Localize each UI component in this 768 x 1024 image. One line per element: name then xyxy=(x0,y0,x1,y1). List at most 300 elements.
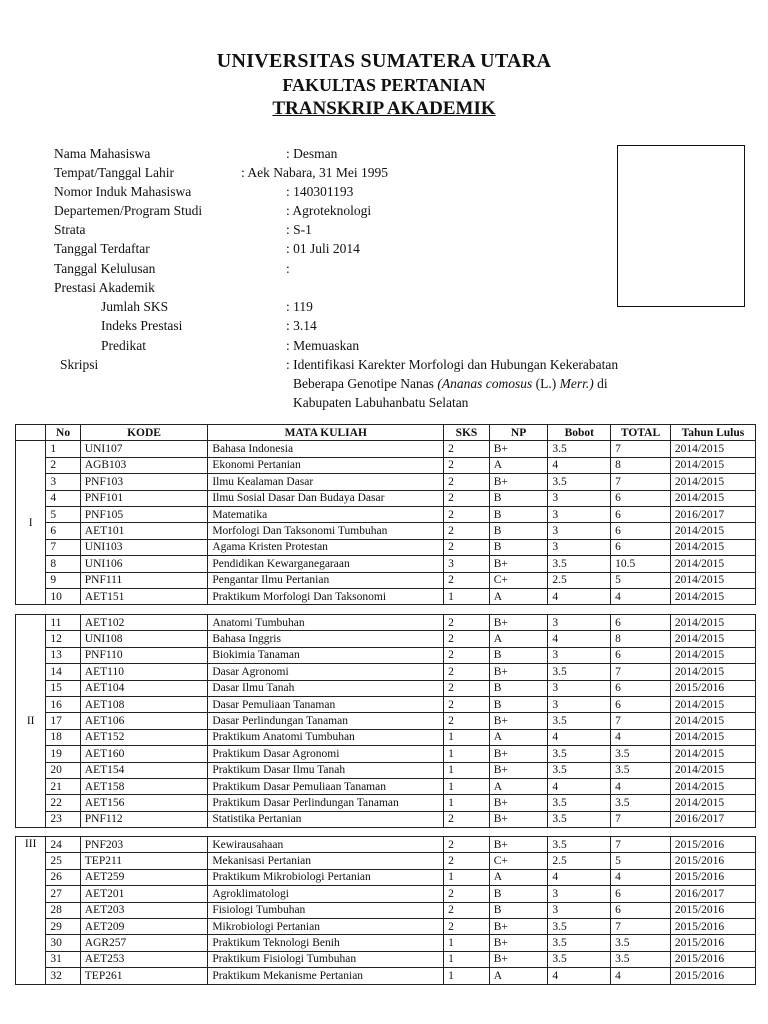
cell-tahun-lulus: 2014/2015 xyxy=(670,746,755,762)
cell-tahun-lulus: 2015/2016 xyxy=(670,918,755,934)
cell-bobot: 3.5 xyxy=(548,762,611,778)
cell-total: 5 xyxy=(611,853,671,869)
cell-tahun-lulus: 2015/2016 xyxy=(670,935,755,951)
table-row xyxy=(16,631,756,647)
cell-bobot: 3 xyxy=(548,506,611,522)
cell-bobot: 3.5 xyxy=(548,441,611,457)
cell-mata-kuliah: Praktikum Mikrobiologi Pertanian xyxy=(208,869,444,885)
cell-tahun-lulus: 2014/2015 xyxy=(670,539,755,555)
cell-mata-kuliah: Praktikum Dasar Ilmu Tanah xyxy=(208,762,444,778)
table-row xyxy=(16,506,756,522)
table-row xyxy=(16,746,756,762)
cell-no: 31 xyxy=(46,951,80,967)
cell-np: B+ xyxy=(489,811,548,827)
cell-kode: PNF111 xyxy=(80,572,208,588)
cell-bobot: 4 xyxy=(548,457,611,473)
faculty-name: FAKULTAS PERTANIAN xyxy=(282,75,486,95)
cell-sks: 2 xyxy=(444,811,490,827)
cell-kode: AET259 xyxy=(80,869,208,885)
cell-total: 5 xyxy=(611,572,671,588)
cell-bobot: 3.5 xyxy=(548,713,611,729)
cell-total: 8 xyxy=(611,457,671,473)
cell-mata-kuliah: Praktikum Morfologi Dan Taksonomi xyxy=(208,588,444,604)
cell-tahun-lulus: 2014/2015 xyxy=(670,474,755,490)
cell-kode: AET253 xyxy=(80,951,208,967)
cell-sks: 2 xyxy=(444,441,490,457)
predicate-value: : Memuaskan xyxy=(286,338,360,353)
cell-bobot: 3.5 xyxy=(548,918,611,934)
cell-sks: 2 xyxy=(444,474,490,490)
cell-np: B xyxy=(489,647,548,663)
cell-mata-kuliah: Bahasa Indonesia xyxy=(208,441,444,457)
cell-np: B xyxy=(489,539,548,555)
cell-mata-kuliah: Praktikum Dasar Pemuliaan Tanaman xyxy=(208,778,444,794)
cell-kode: AET209 xyxy=(80,918,208,934)
cell-tahun-lulus: 2014/2015 xyxy=(670,441,755,457)
cell-np: A xyxy=(489,729,548,745)
cell-kode: TEP211 xyxy=(80,853,208,869)
cell-mata-kuliah: Mikrobiologi Pertanian xyxy=(208,918,444,934)
cell-no: 24 xyxy=(46,837,80,853)
cell-kode: UNI108 xyxy=(80,631,208,647)
cell-mata-kuliah: Praktikum Mekanisme Pertanian xyxy=(208,968,444,984)
cell-bobot: 3.5 xyxy=(548,951,611,967)
semester-3-table xyxy=(15,836,756,985)
cell-np: B+ xyxy=(489,951,548,967)
cell-tahun-lulus: 2015/2016 xyxy=(670,951,755,967)
cell-total: 6 xyxy=(611,680,671,696)
cell-total: 6 xyxy=(611,902,671,918)
cell-bobot: 4 xyxy=(548,968,611,984)
program-value: : Agroteknologi xyxy=(286,203,372,218)
cell-tahun-lulus: 2014/2015 xyxy=(670,457,755,473)
sks-value: : 119 xyxy=(286,299,313,314)
table-row xyxy=(16,968,756,984)
cell-bobot: 3.5 xyxy=(548,556,611,572)
cell-np: B+ xyxy=(489,762,548,778)
cell-bobot: 3.5 xyxy=(548,811,611,827)
cell-kode: PNF105 xyxy=(80,506,208,522)
cell-kode: AET156 xyxy=(80,795,208,811)
cell-kode: AET104 xyxy=(80,680,208,696)
graduation-value: : xyxy=(286,261,290,276)
cell-np: A xyxy=(489,968,548,984)
cell-bobot: 3 xyxy=(548,539,611,555)
cell-mata-kuliah: Ilmu Sosial Dasar Dan Budaya Dasar xyxy=(208,490,444,506)
cell-total: 7 xyxy=(611,918,671,934)
cell-kode: AET110 xyxy=(80,664,208,680)
table-row xyxy=(16,729,756,745)
cell-no: 23 xyxy=(46,811,80,827)
cell-no: 16 xyxy=(46,696,80,712)
table-row xyxy=(16,837,756,853)
cell-no: 22 xyxy=(46,795,80,811)
table-header xyxy=(16,425,756,441)
cell-np: B xyxy=(489,523,548,539)
cell-total: 3.5 xyxy=(611,762,671,778)
cell-tahun-lulus: 2015/2016 xyxy=(670,853,755,869)
cell-mata-kuliah: Fisiologi Tumbuhan xyxy=(208,902,444,918)
cell-bobot: 3 xyxy=(548,647,611,663)
cell-sks: 2 xyxy=(444,902,490,918)
cell-total: 10.5 xyxy=(611,556,671,572)
cell-sks: 1 xyxy=(444,795,490,811)
cell-np: A xyxy=(489,457,548,473)
table-row xyxy=(16,713,756,729)
cell-no: 5 xyxy=(46,506,80,522)
cell-sks: 2 xyxy=(444,615,490,631)
cell-tahun-lulus: 2014/2015 xyxy=(670,490,755,506)
semester-label: II xyxy=(16,615,46,828)
cell-kode: AET160 xyxy=(80,746,208,762)
cell-kode: UNI103 xyxy=(80,539,208,555)
cell-tahun-lulus: 2014/2015 xyxy=(670,778,755,794)
cell-tahun-lulus: 2014/2015 xyxy=(670,647,755,663)
sks-label: Jumlah SKS xyxy=(101,299,169,314)
cell-no: 4 xyxy=(46,490,80,506)
cell-total: 6 xyxy=(611,539,671,555)
cell-tahun-lulus: 2014/2015 xyxy=(670,664,755,680)
cell-no: 2 xyxy=(46,457,80,473)
cell-np: B+ xyxy=(489,746,548,762)
cell-kode: AGB103 xyxy=(80,457,208,473)
thesis-line-1: : Identifikasi Karekter Morfologi dan Hubungan Kekerabatan xyxy=(286,357,619,372)
cell-tahun-lulus: 2014/2015 xyxy=(670,572,755,588)
cell-total: 7 xyxy=(611,713,671,729)
cell-tahun-lulus: 2015/2016 xyxy=(670,837,755,853)
cell-tahun-lulus: 2014/2015 xyxy=(670,556,755,572)
table-row xyxy=(16,490,756,506)
cell-mata-kuliah: Dasar Perlindungan Tanaman xyxy=(208,713,444,729)
table-row xyxy=(16,680,756,696)
cell-kode: UNI106 xyxy=(80,556,208,572)
cell-sks: 2 xyxy=(444,490,490,506)
cell-bobot: 4 xyxy=(548,869,611,885)
cell-no: 12 xyxy=(46,631,80,647)
cell-sks: 2 xyxy=(444,664,490,680)
table-row xyxy=(16,869,756,885)
cell-total: 6 xyxy=(611,506,671,522)
cell-mata-kuliah: Statistika Pertanian xyxy=(208,811,444,827)
cell-np: B+ xyxy=(489,795,548,811)
cell-sks: 1 xyxy=(444,935,490,951)
cell-np: C+ xyxy=(489,572,548,588)
semester-label: I xyxy=(16,441,46,605)
cell-total: 4 xyxy=(611,729,671,745)
cell-bobot: 3.5 xyxy=(548,837,611,853)
program-label: Departemen/Program Studi xyxy=(54,203,203,218)
cell-tahun-lulus: 2016/2017 xyxy=(670,506,755,522)
cell-sks: 1 xyxy=(444,762,490,778)
cell-total: 4 xyxy=(611,588,671,604)
table-row xyxy=(16,886,756,902)
cell-tahun-lulus: 2015/2016 xyxy=(670,680,755,696)
cell-no: 6 xyxy=(46,523,80,539)
cell-kode: PNF103 xyxy=(80,474,208,490)
cell-np: A xyxy=(489,778,548,794)
cell-kode: PNF112 xyxy=(80,811,208,827)
table-row xyxy=(16,572,756,588)
graduation-label: Tanggal Kelulusan xyxy=(54,261,156,276)
cell-sks: 2 xyxy=(444,572,490,588)
cell-tahun-lulus: 2015/2016 xyxy=(670,902,755,918)
header-mata-kuliah: MATA KULIAH xyxy=(208,425,444,441)
cell-kode: AET158 xyxy=(80,778,208,794)
cell-bobot: 3 xyxy=(548,523,611,539)
cell-bobot: 3.5 xyxy=(548,474,611,490)
table-row xyxy=(16,441,756,457)
cell-sks: 2 xyxy=(444,523,490,539)
cell-np: B+ xyxy=(489,935,548,951)
document-title: TRANSKRIP AKADEMIK xyxy=(272,98,496,119)
cell-bobot: 4 xyxy=(548,729,611,745)
cell-mata-kuliah: Matematika xyxy=(208,506,444,522)
cell-total: 4 xyxy=(611,869,671,885)
cell-sks: 2 xyxy=(444,647,490,663)
cell-mata-kuliah: Kewirausahaan xyxy=(208,837,444,853)
cell-total: 6 xyxy=(611,615,671,631)
cell-no: 29 xyxy=(46,918,80,934)
cell-mata-kuliah: Agroklimatologi xyxy=(208,886,444,902)
cell-no: 3 xyxy=(46,474,80,490)
cell-no: 15 xyxy=(46,680,80,696)
cell-np: B xyxy=(489,696,548,712)
table-row xyxy=(16,918,756,934)
cell-bobot: 3 xyxy=(548,615,611,631)
cell-mata-kuliah: Ekonomi Pertanian xyxy=(208,457,444,473)
cell-np: B+ xyxy=(489,664,548,680)
cell-sks: 2 xyxy=(444,539,490,555)
cell-mata-kuliah: Praktikum Teknologi Benih xyxy=(208,935,444,951)
cell-np: B+ xyxy=(489,837,548,853)
cell-total: 6 xyxy=(611,647,671,663)
cell-sks: 1 xyxy=(444,968,490,984)
cell-tahun-lulus: 2016/2017 xyxy=(670,811,755,827)
cell-kode: AET154 xyxy=(80,762,208,778)
cell-total: 8 xyxy=(611,631,671,647)
cell-np: B xyxy=(489,490,548,506)
cell-total: 7 xyxy=(611,837,671,853)
cell-np: B xyxy=(489,886,548,902)
cell-sks: 2 xyxy=(444,631,490,647)
cell-tahun-lulus: 2014/2015 xyxy=(670,795,755,811)
cell-bobot: 2.5 xyxy=(548,853,611,869)
cell-bobot: 3.5 xyxy=(548,746,611,762)
thesis-line-2: Beberapa Genotipe Nanas (Ananas comosus (L.) Merr.) di xyxy=(293,376,608,391)
table-row xyxy=(16,615,756,631)
cell-tahun-lulus: 2014/2015 xyxy=(670,523,755,539)
cell-tahun-lulus: 2014/2015 xyxy=(670,615,755,631)
gpa-label: Indeks Prestasi xyxy=(101,318,183,333)
cell-np: C+ xyxy=(489,853,548,869)
cell-sks: 1 xyxy=(444,951,490,967)
thesis-line-3: Kabupaten Labuhanbatu Selatan xyxy=(293,395,469,410)
cell-total: 6 xyxy=(611,886,671,902)
table-row xyxy=(16,696,756,712)
cell-no: 18 xyxy=(46,729,80,745)
header-no: No xyxy=(46,425,80,441)
cell-mata-kuliah: Mekanisasi Pertanian xyxy=(208,853,444,869)
header-sks: SKS xyxy=(444,425,490,441)
name-value: : Desman xyxy=(286,146,338,161)
cell-no: 26 xyxy=(46,869,80,885)
cell-np: B+ xyxy=(489,713,548,729)
cell-kode: AET101 xyxy=(80,523,208,539)
cell-mata-kuliah: Praktikum Anatomi Tumbuhan xyxy=(208,729,444,745)
semester-label: III xyxy=(16,837,46,985)
cell-no: 13 xyxy=(46,647,80,663)
cell-tahun-lulus: 2015/2016 xyxy=(670,968,755,984)
cell-sks: 2 xyxy=(444,853,490,869)
cell-bobot: 4 xyxy=(548,588,611,604)
cell-sks: 1 xyxy=(444,746,490,762)
table-row xyxy=(16,523,756,539)
cell-total: 4 xyxy=(611,778,671,794)
cell-kode: AET108 xyxy=(80,696,208,712)
table-row xyxy=(16,902,756,918)
cell-total: 3.5 xyxy=(611,951,671,967)
thesis-label: Skripsi xyxy=(60,357,99,372)
cell-total: 6 xyxy=(611,523,671,539)
header-bobot: Bobot xyxy=(548,425,611,441)
cell-tahun-lulus: 2014/2015 xyxy=(670,588,755,604)
cell-tahun-lulus: 2016/2017 xyxy=(670,886,755,902)
cell-bobot: 2.5 xyxy=(548,572,611,588)
cell-mata-kuliah: Bahasa Inggris xyxy=(208,631,444,647)
table-row xyxy=(16,539,756,555)
table-row xyxy=(16,853,756,869)
cell-bobot: 3 xyxy=(548,490,611,506)
table-row xyxy=(16,762,756,778)
nim-label: Nomor Induk Mahasiswa xyxy=(54,184,192,199)
cell-np: A xyxy=(489,588,548,604)
cell-np: A xyxy=(489,631,548,647)
registered-label: Tanggal Terdaftar xyxy=(54,241,150,256)
cell-no: 30 xyxy=(46,935,80,951)
cell-no: 27 xyxy=(46,886,80,902)
cell-kode: TEP261 xyxy=(80,968,208,984)
cell-bobot: 4 xyxy=(548,778,611,794)
cell-mata-kuliah: Ilmu Kealaman Dasar xyxy=(208,474,444,490)
cell-sks: 1 xyxy=(444,588,490,604)
cell-mata-kuliah: Biokimia Tanaman xyxy=(208,647,444,663)
gpa-value: : 3.14 xyxy=(286,318,317,333)
cell-no: 7 xyxy=(46,539,80,555)
header-np: NP xyxy=(489,425,548,441)
table-row xyxy=(16,664,756,680)
cell-np: B xyxy=(489,506,548,522)
cell-bobot: 3 xyxy=(548,696,611,712)
cell-total: 6 xyxy=(611,490,671,506)
cell-no: 28 xyxy=(46,902,80,918)
cell-total: 7 xyxy=(611,474,671,490)
table-row xyxy=(16,795,756,811)
cell-tahun-lulus: 2014/2015 xyxy=(670,762,755,778)
cell-no: 20 xyxy=(46,762,80,778)
cell-sks: 2 xyxy=(444,713,490,729)
header-tahun-lulus: Tahun Lulus xyxy=(670,425,755,441)
cell-np: B+ xyxy=(489,441,548,457)
cell-mata-kuliah: Dasar Agronomi xyxy=(208,664,444,680)
cell-no: 21 xyxy=(46,778,80,794)
cell-kode: AET203 xyxy=(80,902,208,918)
cell-kode: UNI107 xyxy=(80,441,208,457)
university-name: UNIVERSITAS SUMATERA UTARA xyxy=(216,50,552,72)
cell-bobot: 3.5 xyxy=(548,664,611,680)
table-row xyxy=(16,588,756,604)
cell-mata-kuliah: Praktikum Dasar Perlindungan Tanaman xyxy=(208,795,444,811)
cell-kode: AET102 xyxy=(80,615,208,631)
cell-mata-kuliah: Dasar Ilmu Tanah xyxy=(208,680,444,696)
predicate-label: Predikat xyxy=(101,338,146,353)
table-row xyxy=(16,457,756,473)
cell-mata-kuliah: Anatomi Tumbuhan xyxy=(208,615,444,631)
strata-label: Strata xyxy=(54,222,86,237)
cell-mata-kuliah: Dasar Pemuliaan Tanaman xyxy=(208,696,444,712)
cell-np: B xyxy=(489,680,548,696)
cell-no: 9 xyxy=(46,572,80,588)
cell-no: 14 xyxy=(46,664,80,680)
table-row xyxy=(16,647,756,663)
cell-total: 7 xyxy=(611,811,671,827)
cell-sks: 2 xyxy=(444,918,490,934)
cell-sks: 1 xyxy=(444,778,490,794)
cell-total: 7 xyxy=(611,441,671,457)
cell-mata-kuliah: Praktikum Dasar Agronomi xyxy=(208,746,444,762)
cell-no: 25 xyxy=(46,853,80,869)
name-label: Nama Mahasiswa xyxy=(54,146,151,161)
cell-tahun-lulus: 2015/2016 xyxy=(670,869,755,885)
cell-sks: 2 xyxy=(444,696,490,712)
cell-mata-kuliah: Pendidikan Kewarganegaraan xyxy=(208,556,444,572)
table-row xyxy=(16,935,756,951)
birth-label: Tempat/Tanggal Lahir xyxy=(54,165,174,180)
cell-kode: PNF110 xyxy=(80,647,208,663)
cell-total: 6 xyxy=(611,696,671,712)
cell-sks: 2 xyxy=(444,837,490,853)
cell-total: 3.5 xyxy=(611,746,671,762)
table-row xyxy=(16,778,756,794)
cell-kode: PNF203 xyxy=(80,837,208,853)
cell-kode: AET106 xyxy=(80,713,208,729)
table-row xyxy=(16,474,756,490)
cell-sks: 2 xyxy=(444,680,490,696)
cell-kode: AGR257 xyxy=(80,935,208,951)
cell-bobot: 3 xyxy=(548,902,611,918)
table-row xyxy=(16,811,756,827)
header-total: TOTAL xyxy=(611,425,671,441)
cell-np: B xyxy=(489,902,548,918)
cell-total: 7 xyxy=(611,664,671,680)
cell-total: 4 xyxy=(611,968,671,984)
cell-bobot: 3 xyxy=(548,680,611,696)
cell-mata-kuliah: Agama Kristen Protestan xyxy=(208,539,444,555)
registered-value: : 01 Juli 2014 xyxy=(286,241,360,256)
cell-no: 32 xyxy=(46,968,80,984)
cell-mata-kuliah: Morfologi Dan Taksonomi Tumbuhan xyxy=(208,523,444,539)
cell-kode: AET201 xyxy=(80,886,208,902)
table-row xyxy=(16,951,756,967)
cell-kode: AET151 xyxy=(80,588,208,604)
nim-value: : 140301193 xyxy=(286,184,354,199)
cell-tahun-lulus: 2014/2015 xyxy=(670,729,755,745)
cell-sks: 2 xyxy=(444,886,490,902)
cell-no: 1 xyxy=(46,441,80,457)
semester-1-table xyxy=(15,424,756,605)
cell-total: 3.5 xyxy=(611,795,671,811)
cell-bobot: 3.5 xyxy=(548,795,611,811)
semester-2-table xyxy=(15,614,756,828)
